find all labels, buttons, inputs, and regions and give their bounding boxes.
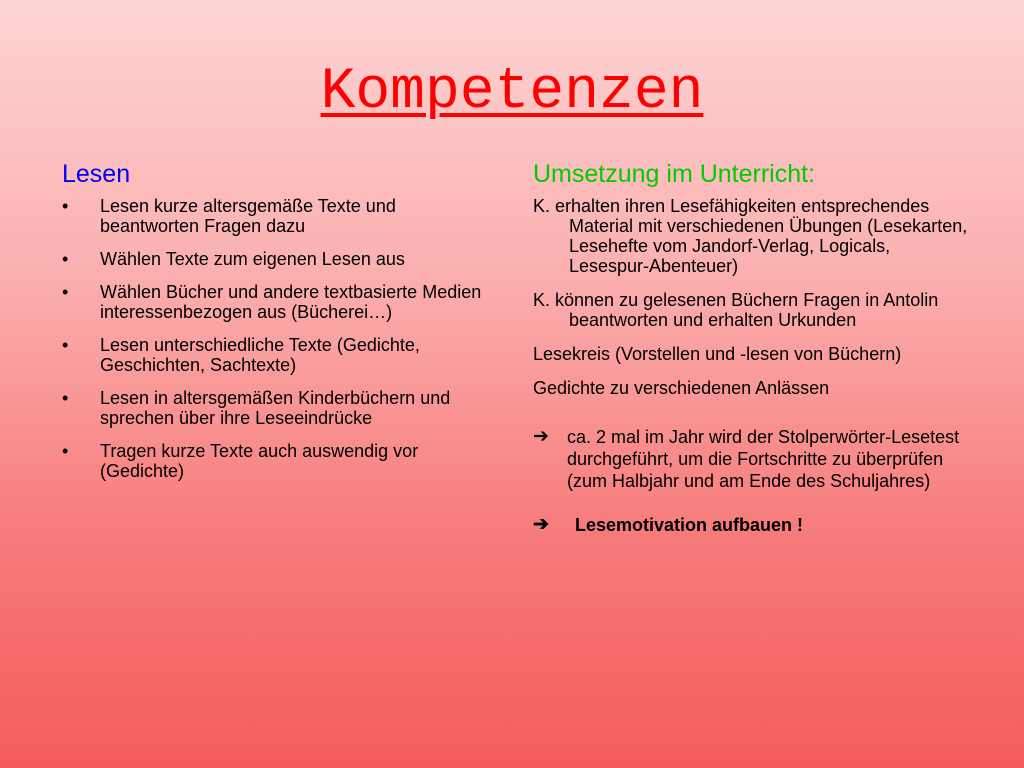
bullet-dot-icon: • [62, 441, 69, 461]
right-arrow-icon: ➔ [533, 514, 549, 535]
right-heading: Umsetzung im Unterricht: [533, 160, 816, 188]
arrow-item: ➔ ca. 2 mal im Jahr wird der Stolperwörter-Lesetest durchgeführt, um die Fortschritte zu überprüfen (zum Halbjahr und am Ende des Schuljahres) [533, 426, 960, 491]
bullet-dot-icon: • [62, 388, 69, 408]
list-item: • Wählen Bücher und andere textbasierte Medien interessenbezogen aus (Bücherei…) [62, 282, 482, 322]
reading-skills-list [62, 196, 492, 481]
slide-title: Kompetenzen [320, 60, 704, 125]
implementation-paragraph: Gedichte zu verschiedenen Anlässen [533, 378, 830, 398]
bullet-dot-icon: • [62, 335, 69, 355]
list-item: • Lesen kurze altersgemäße Texte und beantworten Fragen dazu [62, 196, 396, 236]
bullet-dot-icon: • [62, 196, 69, 216]
list-item: • Lesen in altersgemäßen Kinderbüchern und sprechen über ihre Leseeindrücke [62, 388, 451, 428]
implementation-paragraph: K. erhalten ihren Lesefähigkeiten entsprechendes Material mit verschiedenen Übungen (Lesekarten, Lesehefte vom Jandorf-Verlag, Logicals, Lesespur-Abenteuer) [533, 196, 968, 276]
bullet-dot-icon: • [62, 282, 69, 302]
left-heading: Lesen [62, 160, 131, 188]
list-item: • Wählen Texte zum eigenen Lesen aus [62, 249, 405, 269]
left-column [62, 156, 492, 494]
bullet-dot-icon: • [62, 249, 69, 269]
right-arrow-icon: ➔ [533, 426, 549, 447]
list-item: • Tragen kurze Texte auch auswendig vor (Gedichte) [62, 441, 419, 481]
arrow-item-motivation: ➔ Lesemotivation aufbauen ! [533, 514, 804, 535]
right-column [533, 156, 973, 536]
implementation-paragraph: Lesekreis (Vorstellen und -lesen von Büchern) [533, 344, 902, 364]
implementation-paragraph: K. können zu gelesenen Büchern Fragen in Antolin beantworten und erhalten Urkunden [533, 290, 939, 330]
list-item: • Lesen unterschiedliche Texte (Gedichte, Geschichten, Sachtexte) [62, 335, 420, 375]
